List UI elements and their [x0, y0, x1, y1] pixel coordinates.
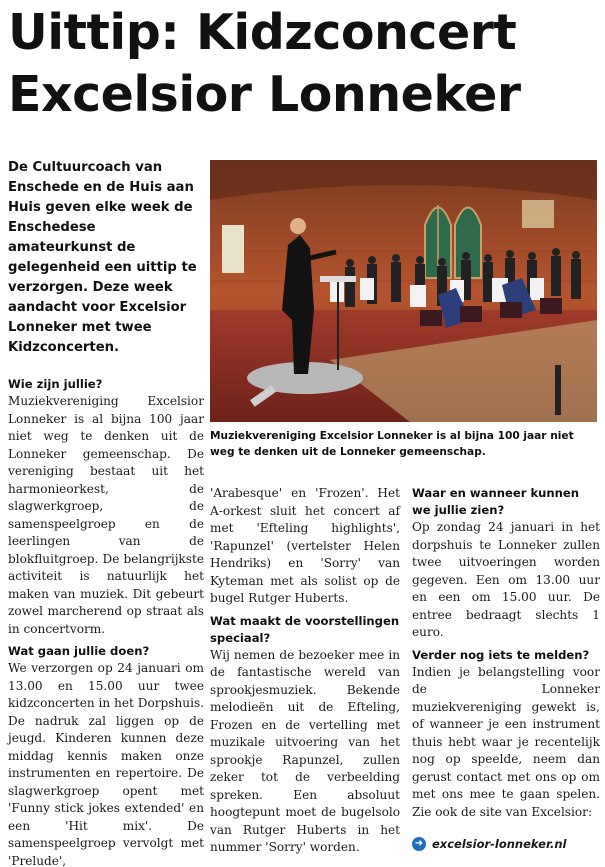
section-heading-more: Verder nog iets te melden?: [412, 647, 590, 662]
photo-caption: Muziekvereniging Excelsior Lonneker is al bijna 100 jaar niet weg te denken uit de Lonneker gemeenschap.: [210, 430, 574, 458]
headline-line-2: Excelsior Lonneker: [8, 66, 521, 123]
intro-text: De Cultuurcoach van Enschede en de Huis aan Huis geven elke week de Enschedese amateurkunst de gelegenheid een uittip te verzorgen. Deze week aandacht voor Excelsior Lonneker met twee Kidzconcerten.: [8, 160, 197, 355]
section-text-special: Wij nemen de bezoeker mee in de fantastische wereld van sprookjesmuziek. Bekende melodieën uit de Efteling, Frozen en de vertelling met muzikale uitvoering van het sprookje Rapunzel, zullen zeker tot de verbeelding spreken. Een absoluut hoogtepunt moet de bugelsolo van Rutger Huberts in het nummer 'Sorry' worden.: [210, 647, 400, 854]
section-heading-where: Waar en wanneer kunnen we jullie zien?: [412, 486, 580, 517]
concert-photo-image: [210, 160, 597, 422]
article-column-1: [8, 376, 204, 867]
website-url[interactable]: excelsior-lonneker.nl: [432, 837, 567, 851]
headline-line-1: Uittip: Kidzconcert: [8, 4, 517, 61]
section-text-where: Op zondag 24 januari in het dorpshuis te Lonneker zullen twee uitvoeringen worden gegeven. Een om 13.00 uur en een om 15.00 uur. De entree bedraagt slechts 1 euro.: [412, 520, 600, 639]
arrow-right-icon: ➜: [412, 837, 426, 851]
section-text-what-continued: 'Arabesque' en 'Frozen'. Het A-orkest sluit het concert af met 'Efteling highlights', 'Rapunzel' (vertelster Helen Hendriks) en 'Sorry' van Kyteman met als solist op de bugel Rutger Huberts.: [210, 486, 400, 605]
section-text-who: Muziekvereniging Excelsior Lonneker is al bijna 100 jaar niet weg te denken uit de Lonneker gemeenschap. De vereniging bestaat uit het harmonieorkest, de slagwerkgroep, de samenspeelgroep en de leerlingen van de blokfluitgroep. De belangrijkste activiteit is natuurlijk het maken van muziek. Dit gebeurt zowel marcherend op straat als in concertvorm.: [8, 394, 204, 636]
article-column-3: [412, 485, 600, 826]
section-heading-special: Wat maakt de voorstellingen speciaal?: [210, 613, 400, 645]
section-heading-who: Wie zijn jullie?: [8, 377, 103, 391]
website-link[interactable]: [412, 835, 600, 853]
section-heading-what: Wat gaan jullie doen?: [8, 644, 150, 658]
concert-photo: [210, 160, 597, 422]
section-text-what: We verzorgen op 24 januari om 13.00 en 15.00 uur twee kidzconcerten in het Dorpshuis. De nadruk zal liggen op de jeugd. Kinderen kunnen deze middag kennis maken onze instrumenten en repertoire. De slagwerkgroep opent met 'Funny stick jokes extended' en een 'Hit mix'. De samenspeelgroep vervolgt met 'Prelude',: [8, 661, 204, 867]
headline: [8, 2, 603, 126]
article-column-2: [210, 485, 400, 862]
section-text-more: Indien je belangstelling voor de Lonneker muziekvereniging gewekt is, of wanneer je een instrument thuis hebt waar je recentelijk nog op speelde, neem dan gerust contact met ons op om met ons mee te gaan spelen. Zie ook de site van Excelsior:: [412, 664, 600, 819]
